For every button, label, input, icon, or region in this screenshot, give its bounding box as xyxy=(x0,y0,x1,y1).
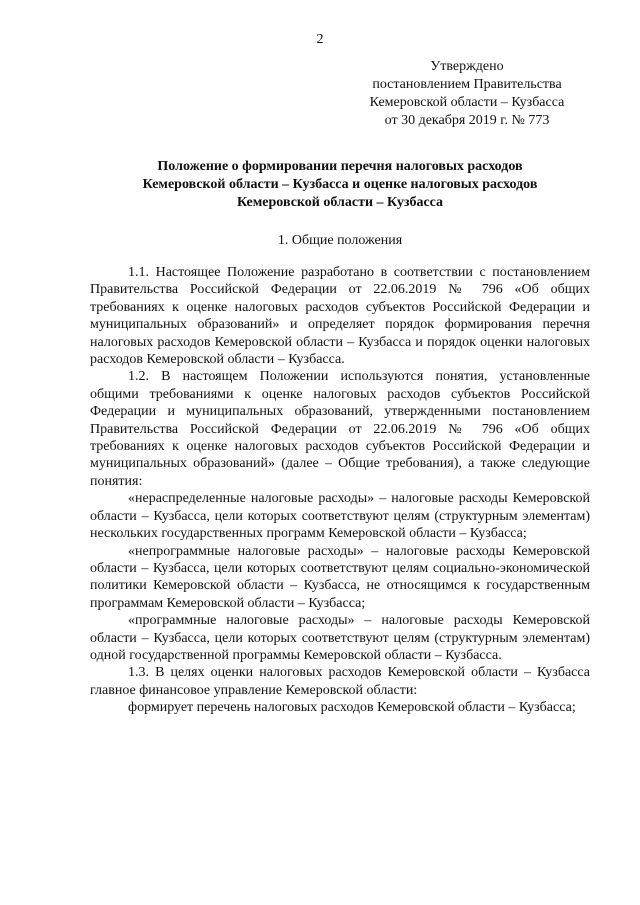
paragraph: 1.2. В настоящем Положении используются понятия, установленные общими требованиями к оценке налоговых расходов субъектов Российской Федерации и муниципальных образований, утвержденными постановлением Правительства Российской Федерации от 22.06.2019 № 796 «Об общих требованиях к оценке налоговых расходов субъектов Российской Федерации и муниципальных образований» (далее – Общие требования), а также следующие понятия: xyxy=(90,369,590,489)
approval-line: Кемеровской области – Кузбасса xyxy=(369,95,565,110)
approval-line: постановлением Правительства xyxy=(372,77,562,92)
approval-line: Утверждено xyxy=(430,59,504,74)
document-title xyxy=(90,158,590,212)
paragraph: «непрограммные налоговые расходы» – налоговые расходы Кемеровской области – Кузбасса, цели которых соответствуют целям социально-экономической политики Кемеровской области – Кузбасса, не относящимся к государственным программам Кемеровской области – Кузбасса; xyxy=(90,543,590,611)
paragraph: «программные налоговые расходы» – налоговые расходы Кемеровской области – Кузбасса, цели которых соответствуют целям (структурным элементам) одной государственной программы Кемеровской области – Кузбасса. xyxy=(90,613,590,663)
paragraph: 1.3. В целях оценки налоговых расходов Кемеровской области – Кузбасса главное финансовое управление Кемеровской области: xyxy=(90,665,590,698)
paragraph: «нераспределенные налоговые расходы» – налоговые расходы Кемеровской области – Кузбасса, цели которых соответствуют целям (структурным элементам) нескольких государственных программ Кемеровской области – Кузбасса; xyxy=(90,491,590,542)
approval-line: от 30 декабря 2019 г. № 773 xyxy=(384,113,550,128)
paragraph: 1.1. Настоящее Положение разработано в соответствии с постановлением Правительства Российской Федерации от 22.06.2019 № 796 «Об общих требованиях к оценке налоговых расходов субъектов Российской Федерации и муниципальных образований» и определяет порядок формирования перечня налоговых расходов Кемеровской области – Кузбасса и порядок оценки налоговых расходов Кемеровской области – Кузбасса. xyxy=(90,265,590,368)
title-line: Кемеровской области – Кузбасса и оценке налоговых расходов xyxy=(142,177,538,192)
title-line: Положение о формировании перечня налоговых расходов xyxy=(157,159,523,174)
paragraph: формирует перечень налоговых расходов Кемеровской области – Кузбасса; xyxy=(128,700,576,716)
title-line: Кемеровской области – Кузбасса xyxy=(236,195,444,210)
page-number: 2 xyxy=(316,32,324,47)
approval-stamp xyxy=(336,58,598,130)
document-body xyxy=(90,264,590,717)
section-heading: 1. Общие положения xyxy=(277,233,403,248)
